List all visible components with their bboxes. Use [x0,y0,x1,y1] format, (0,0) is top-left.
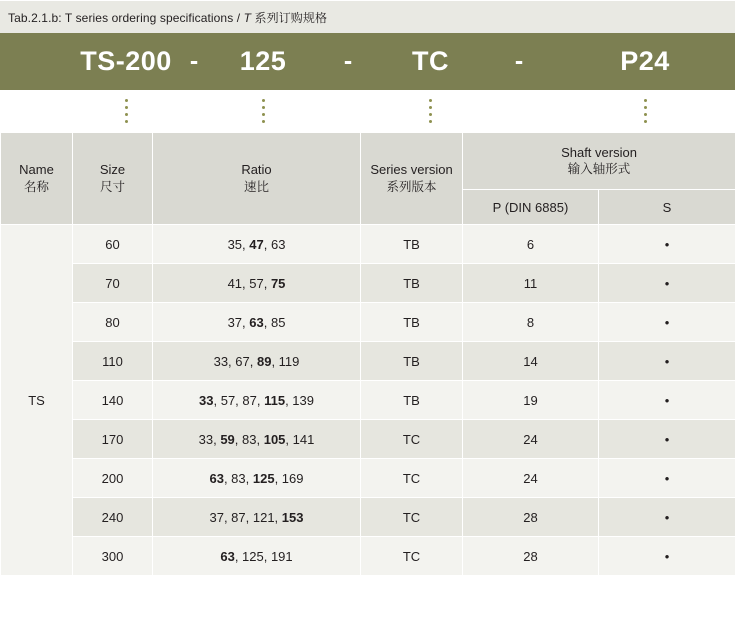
bullet-icon: • [664,353,670,369]
table-caption [8,9,327,26]
cell-size: 80 [73,303,153,342]
cell-size: 110 [73,342,153,381]
ratio-value-bold: 63 [220,548,235,564]
cell-shaft-s [599,498,735,537]
dot [262,120,265,123]
cell-size: 140 [73,381,153,420]
ratio-value: , 139 [285,392,314,408]
ratio-value: , 141 [285,431,315,447]
cell-shaft-p: 28 [463,498,599,537]
ratio-value-bold: 75 [270,275,286,291]
cell-shaft-p: 6 [463,225,599,264]
table-row [1,420,735,459]
table-caption-bar [0,0,735,33]
cell-series-version: TC [361,498,463,537]
cell-series-version: TC [361,537,463,576]
cell-series-version: TC [361,420,463,459]
dot [262,106,265,109]
table-row [1,225,735,264]
ratio-value-bold: 125 [252,470,275,486]
header-shaft-version-cn: 输入轴形式 [567,162,631,177]
code-segment-series: TC [412,46,449,76]
cell-shaft-s [599,225,735,264]
dot [429,120,432,123]
code-separator-1: - [189,47,199,75]
cell-size: 240 [73,498,153,537]
dot [644,113,647,116]
cell-ratio [153,498,361,537]
code-segment-shaft: P24 [620,46,670,76]
bullet-icon: • [664,509,670,525]
table-row [1,381,735,420]
header-shaft-p: P (DIN 6885) [463,190,599,225]
dot [262,113,265,116]
bullet-icon: • [664,548,670,564]
cell-shaft-s [599,459,735,498]
cell-ratio [153,225,361,264]
cell-series-version: TB [361,264,463,303]
dot [125,99,128,102]
ratio-value-bold: 63 [209,470,224,486]
header-shaft-s: S [599,190,735,225]
header-shaft-version-en: Shaft version [561,144,637,160]
header-series-version [361,133,463,225]
connector-dots-strip [0,90,735,132]
cell-size: 200 [73,459,153,498]
cell-ratio [153,264,361,303]
bullet-icon: • [664,470,670,486]
caption-italic: T [243,10,252,25]
header-row-main [1,133,735,190]
dot [429,113,432,116]
dot [125,120,128,123]
dot [644,99,647,102]
table-body [1,225,735,576]
header-shaft-version [463,133,735,190]
caption-prefix: Tab.2.1.b: T series ordering specifications / [8,10,244,25]
header-ratio-en: Ratio [241,162,272,178]
ratio-value-bold: 47 [249,236,264,252]
cell-shaft-p: 28 [463,537,599,576]
ratio-value-bold: 115 [264,392,286,408]
cell-shaft-s [599,342,735,381]
ratio-value: , 125, 191 [234,548,293,564]
bullet-icon: • [664,314,670,330]
connector-dots-size [208,99,318,123]
ratio-value-bold: 63 [249,314,264,330]
cell-shaft-s [599,303,735,342]
dot [644,120,647,123]
cell-size: 60 [73,225,153,264]
table-row [1,498,735,537]
table-row [1,264,735,303]
connector-dots-shaft [555,99,735,123]
ratio-value: , 169 [274,470,304,486]
header-name-cn: 名称 [23,179,49,194]
ratio-value-bold: 89 [256,353,272,369]
cell-series-version: TC [361,459,463,498]
cell-size: 170 [73,420,153,459]
cell-shaft-s [599,420,735,459]
code-segment-name: TS-200 [80,46,172,76]
code-separator-3: - [514,47,524,75]
dot [262,99,265,102]
bullet-icon: • [664,275,670,291]
ratio-value: 33, [198,431,221,447]
ratio-value: , 83, [234,431,264,447]
cell-size: 300 [73,537,153,576]
caption-suffix: 系列订购规格 [251,10,328,25]
ratio-value: , 83, [223,470,253,486]
ordering-spec-table [0,132,735,576]
cell-series-version: TB [361,225,463,264]
ratio-value: 37, [227,314,250,330]
header-ratio [153,133,361,225]
ratio-value-bold: 33 [199,392,214,408]
cell-ratio [153,459,361,498]
ratio-value: 41, 57, [227,275,271,291]
ratio-value-bold: 153 [281,509,304,525]
table-row [1,342,735,381]
dot [125,113,128,116]
ratio-value: 35, [227,236,250,252]
header-ratio-cn: 速比 [243,179,269,194]
ratio-value-bold: 105 [263,431,286,447]
ratio-value: 37, 87, 121, [209,509,282,525]
cell-name: TS [1,225,73,576]
header-size-cn: 尺寸 [99,179,125,194]
cell-ratio [153,537,361,576]
header-size [73,133,153,225]
ratio-value: , 57, 87, [213,392,265,408]
ordering-code-band [0,33,735,90]
dot [644,106,647,109]
code-segment-size: 125 [239,46,287,76]
cell-ratio [153,420,361,459]
table-head [1,133,735,225]
cell-series-version: TB [361,303,463,342]
ratio-value: , 119 [271,353,300,369]
cell-shaft-p: 24 [463,459,599,498]
ratio-value: , 63 [263,236,286,252]
cell-ratio [153,381,361,420]
cell-series-version: TB [361,342,463,381]
cell-shaft-p: 19 [463,381,599,420]
cell-ratio [153,342,361,381]
cell-ratio [153,303,361,342]
header-name-en: Name [19,162,54,178]
cell-shaft-p: 24 [463,420,599,459]
bullet-icon: • [664,392,670,408]
cell-shaft-p: 11 [463,264,599,303]
dot [429,106,432,109]
header-series-version-en: Series version [370,162,453,178]
dot [429,99,432,102]
code-separator-2: - [343,47,353,75]
cell-shaft-s [599,537,735,576]
ratio-value-bold: 59 [220,431,235,447]
table-row [1,459,735,498]
bullet-icon: • [664,236,670,252]
table-row [1,303,735,342]
header-series-version-cn: 系列版本 [386,179,437,194]
connector-dots-series [378,99,483,123]
dot [125,106,128,109]
header-size-en: Size [99,162,126,178]
cell-series-version: TB [361,381,463,420]
ratio-value: , 85 [263,314,286,330]
header-name [1,133,73,225]
connector-dots-name [72,99,180,123]
cell-shaft-p: 14 [463,342,599,381]
ratio-value: 33, 67, [213,353,257,369]
cell-shaft-s [599,381,735,420]
cell-size: 70 [73,264,153,303]
cell-shaft-p: 8 [463,303,599,342]
table-row [1,537,735,576]
bullet-icon: • [664,431,670,447]
cell-shaft-s [599,264,735,303]
